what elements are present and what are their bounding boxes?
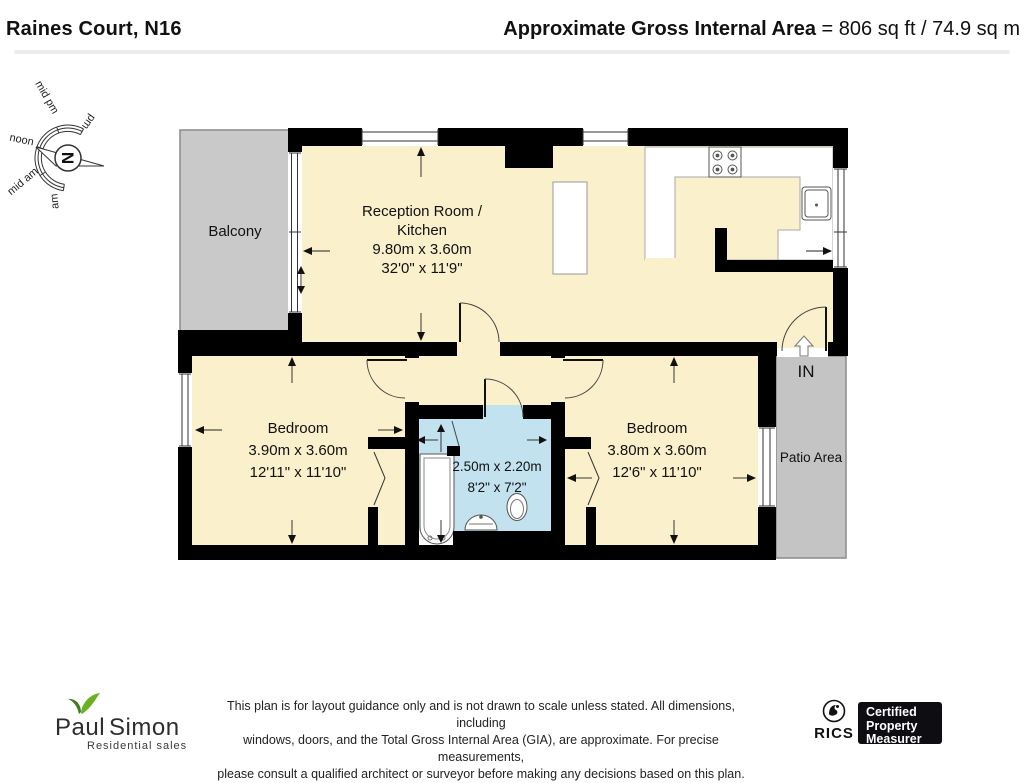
agency-name <box>55 714 180 742</box>
badge-line3: Measurer <box>866 732 922 746</box>
compass-north-label: N <box>58 151 77 165</box>
entry-in-label: IN <box>797 362 815 381</box>
bedroom1-dim-metric: 3.90m x 3.60m <box>248 442 348 459</box>
agency-name-part2: Simon <box>109 714 180 741</box>
bathtub-icon <box>420 454 454 544</box>
footer <box>0 690 1024 781</box>
rics-logo <box>812 698 856 742</box>
agency-logo <box>55 696 188 754</box>
badge-line2: Property <box>866 718 918 733</box>
agency-tagline: Residential sales <box>87 740 188 752</box>
kitchen-island <box>553 182 587 274</box>
patio-label: Patio Area <box>779 450 843 465</box>
bathroom-dim-metric: 2.50m x 2.20m <box>452 459 542 474</box>
bedroom2-name: Bedroom <box>626 420 688 437</box>
compass-label-pm: pm <box>79 112 98 132</box>
rics-name: RICS <box>814 725 854 742</box>
sink-icon <box>802 187 831 220</box>
badge-line1: Certified <box>866 705 917 719</box>
disclaimer-line1: This plan is for layout guidance only and is not drawn to scale unless stated. All dimensions, including <box>227 699 735 730</box>
compass-label-mid-am: mid am <box>5 165 41 198</box>
rics-lion-icon <box>821 698 847 724</box>
disclaimer-line3: please consult a qualified architect or surveyor before making any decisions based on this plan. <box>217 767 745 781</box>
toilet-icon <box>507 494 527 521</box>
certified-property-measurer-badge <box>858 702 942 744</box>
compass-label-noon: noon <box>8 131 35 149</box>
compass-label-am: am <box>48 193 62 210</box>
compass-label-mid-pm: mid pm <box>32 78 61 117</box>
page-title: Raines Court, N16 <box>6 18 182 40</box>
bedroom1-name: Bedroom <box>267 420 329 437</box>
compass-icon <box>5 79 104 210</box>
balcony-label: Balcony <box>208 223 262 240</box>
bedroom2-dim-metric: 3.80m x 3.60m <box>607 442 707 459</box>
bedroom1-dim-imperial: 12'11" x 11'10" <box>249 464 347 481</box>
bathroom-dim-imperial: 8'2" x 7'2" <box>467 480 527 495</box>
disclaimer-text <box>215 698 747 783</box>
stove-icon <box>709 147 741 177</box>
gia-label: Approximate Gross Internal Area <box>503 18 816 40</box>
leaf-icon <box>67 692 107 716</box>
agency-name-part1: Paul <box>55 714 106 741</box>
gia-value: = 806 sq ft / 74.9 sq m <box>815 18 1020 40</box>
disclaimer-line2: windows, doors, and the Total Gross Internal Area (GIA), are approximate. For precise measurements, <box>243 733 719 764</box>
reception-dim-metric: 9.80m x 3.60m <box>372 241 472 258</box>
reception-dim-imperial: 32'0" x 11'9" <box>381 260 463 277</box>
kitchen-floor-edge <box>645 258 715 272</box>
bedroom2-dim-imperial: 12'6" x 11'10" <box>612 464 702 481</box>
reception-name-line2: Kitchen <box>396 222 448 239</box>
reception-name-line1: Reception Room / <box>361 203 483 220</box>
